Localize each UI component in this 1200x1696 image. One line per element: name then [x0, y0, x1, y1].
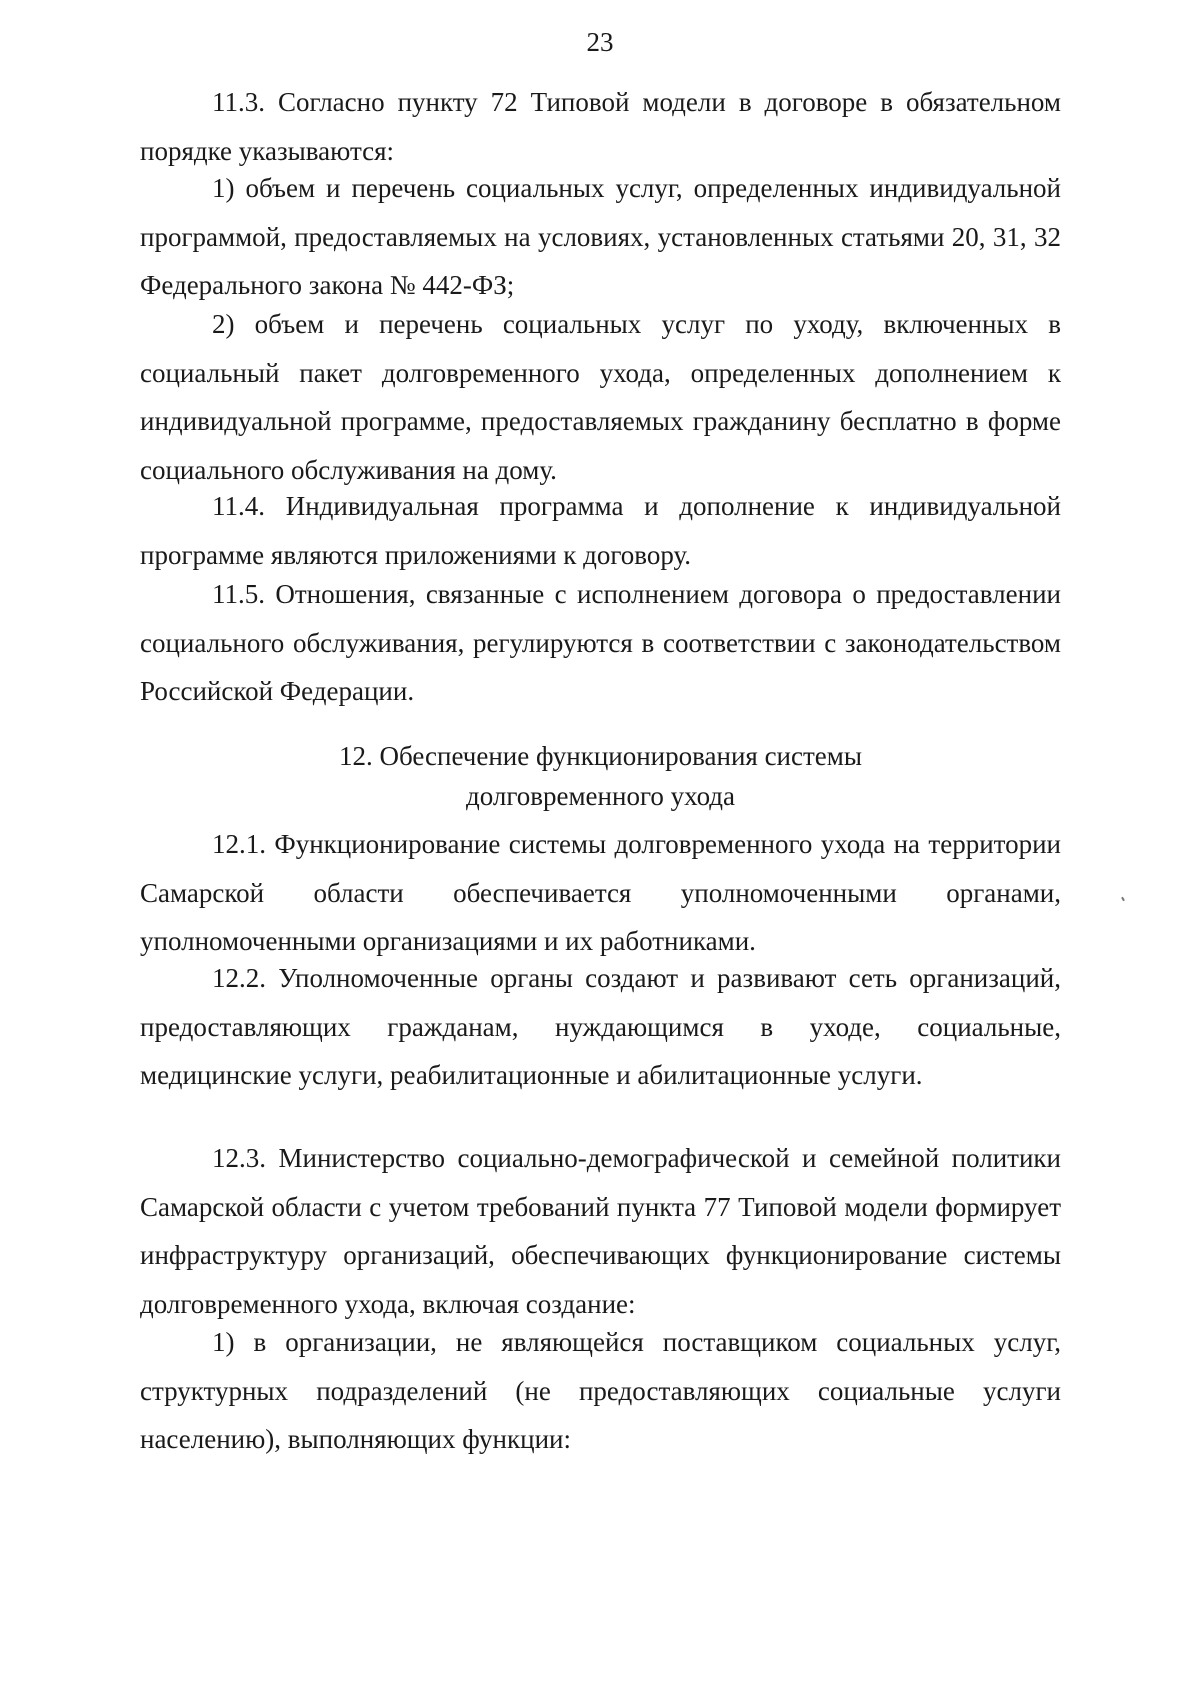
section-heading-line-2: долговременного ухода: [465, 781, 736, 811]
paragraph-11-4: 11.4. Индивидуальная программа и дополнение к индивидуальной программе являются приложениями к договору.: [140, 491, 1061, 570]
page-number: 23: [586, 27, 614, 57]
paragraph-11-3-item-1: 1) объем и перечень социальных услуг, определенных индивидуальной программой, предоставляемых на условиях, установленных статьями 20, 31, 32 Федерального закона № 442-ФЗ;: [140, 173, 1061, 300]
paragraph-12-1: 12.1. Функционирование системы долговременного ухода на территории Самарской области обеспечивается уполномоченными органами, уполномоченными организациями и их работниками.: [140, 829, 1061, 956]
paragraph-12-3: 12.3. Министерство социально-демографической и семейной политики Самарской области с учетом требований пункта 77 Типовой модели формирует инфраструктуру организаций, обеспечивающих функционирование системы долговременного ухода, включая создание:: [140, 1143, 1061, 1319]
section-heading-line-1: 12. Обеспечение функционирования системы: [338, 741, 863, 771]
paragraph-11-5: 11.5. Отношения, связанные с исполнением договора о предоставлении социального обслуживания, регулируются в соответствии с законодательством Российской Федерации.: [140, 579, 1061, 706]
paragraph-11-3-item-2: 2) объем и перечень социальных услуг по уходу, включенных в социальный пакет долговременного ухода, определенных дополнением к индивидуальной программе, предоставляемых гражданину бесплатно в форме социального обслуживания на дому.: [140, 309, 1061, 485]
paragraph-11-3: 11.3. Согласно пункту 72 Типовой модели в договоре в обязательном порядке указываются:: [140, 87, 1061, 166]
scan-speck: [1121, 897, 1125, 901]
paragraph-12-3-item-1: 1) в организации, не являющейся поставщиком социальных услуг, структурных подразделений (не предоставляющих социальные услуги населению), выполняющих функции:: [140, 1327, 1061, 1454]
paragraph-12-2: 12.2. Уполномоченные органы создают и развивают сеть организаций, предоставляющих гражданам, нуждающимся в уходе, социальные, медицинские услуги, реабилитационные и абилитационные услуги.: [140, 963, 1061, 1090]
section-heading-12: [140, 736, 1061, 816]
